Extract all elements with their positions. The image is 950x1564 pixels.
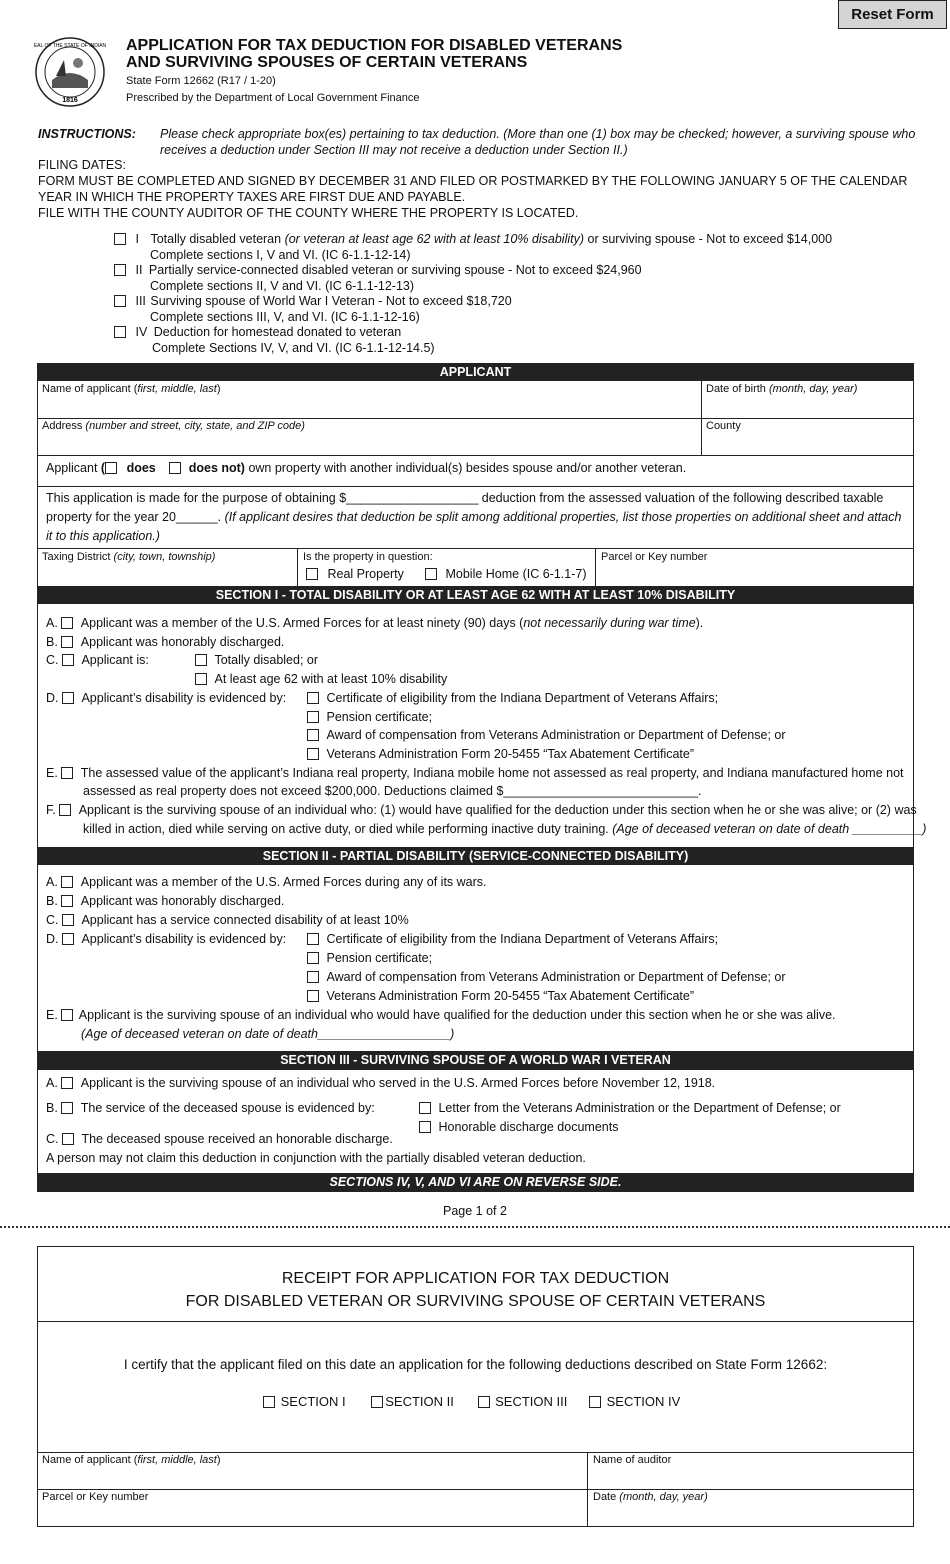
s3-b1-checkbox[interactable] [419, 1102, 431, 1114]
purpose-line-3: it to this application.) [46, 529, 160, 543]
property-question: Is the property in question: [303, 551, 433, 563]
receipt-applicant-name-field[interactable]: Name of applicant (first, middle, last) [42, 1454, 221, 1466]
s3-b-option-2: Honorable discharge documents [419, 1120, 618, 1134]
s3-b-option-1: Letter from the Veterans Administration or the Department of Defense; or [419, 1101, 841, 1115]
does-not-checkbox[interactable] [169, 462, 181, 474]
s1-d-option-1: Certificate of eligibility from the Indiana Department of Veterans Affairs; [307, 691, 718, 705]
instructions-text-2: receives a deduction under Section III may not receive a deduction under Section II.) [160, 143, 628, 157]
county-field[interactable]: County [706, 420, 741, 432]
deduction-option-2: II Partially service-connected disabled veteran or surviving spouse - Not to exceed $24,960 [114, 263, 642, 277]
mobile-home-checkbox[interactable] [425, 568, 437, 580]
purpose-line-2: property for the year 20______. (If applicant desires that deduction be split among additional properties, list those properties on additional sheet and attach [46, 510, 902, 524]
s1-c-checkbox[interactable] [62, 654, 74, 666]
title-line-1: APPLICATION FOR TAX DEDUCTION FOR DISABLED VETERANS [126, 37, 623, 54]
instructions-label: INSTRUCTIONS: [38, 127, 136, 141]
deduction-ii-checkbox[interactable] [114, 264, 126, 276]
section-1-item-e: E. The assessed value of the applicant’s Indiana real property, Indiana mobile home not assessed as real property, and Indiana manufactured home not [46, 766, 904, 780]
s3-c-checkbox[interactable] [62, 1133, 74, 1145]
s1-b-checkbox[interactable] [61, 636, 73, 648]
deduction-option-4: IV Deduction for homestead donated to veteran [114, 325, 401, 339]
section-1-item-f-line-2: killed in action, died while serving on active duty, or died while performing inactive duty training. (Age of deceased veteran on date of death __________) [83, 822, 927, 836]
section-3-item-b: B. The service of the deceased spouse is evidenced by: [46, 1101, 375, 1115]
section-3-item-c: C. The deceased spouse received an honorable discharge. [46, 1132, 393, 1146]
ownership-row: Applicant ( does does not) own property with another individual(s) besides spouse and/or another veteran. [46, 461, 687, 475]
s1-d-checkbox[interactable] [62, 692, 74, 704]
s1-d2-checkbox[interactable] [307, 711, 319, 723]
s1-e-checkbox[interactable] [61, 767, 73, 779]
applicant-name-field[interactable]: Name of applicant (first, middle, last) [42, 383, 221, 395]
deduction-option-1: I Totally disabled veteran (or veteran at least age 62 with at least 10% disability) or surviving spouse - Not to exceed $14,000 [114, 232, 832, 246]
s1-f-checkbox[interactable] [59, 804, 71, 816]
address-field[interactable]: Address (number and street, city, state, and ZIP code) [42, 420, 305, 432]
filing-line-3: FILE WITH THE COUNTY AUDITOR OF THE COUNTY WHERE THE PROPERTY IS LOCATED. [38, 206, 579, 220]
s2-d-option-4: Veterans Administration Form 20-5455 “Tax Abatement Certificate” [307, 989, 694, 1003]
date-of-birth-field[interactable]: Date of birth (month, day, year) [706, 383, 858, 395]
s1-d-option-4: Veterans Administration Form 20-5455 “Tax Abatement Certificate” [307, 747, 694, 761]
deduction-option-2-sub: Complete sections II, V and VI. (IC 6-1.1-12-13) [150, 279, 415, 293]
receipt-date-field[interactable]: Date (month, day, year) [593, 1491, 708, 1503]
section-3-note: A person may not claim this deduction in conjunction with the partially disabled veteran deduction. [46, 1151, 586, 1165]
filing-line-2: YEAR IN WHICH THE PROPERTY TAXES ARE FIRST DUE AND PAYABLE. [38, 190, 466, 204]
filing-line-1: FORM MUST BE COMPLETED AND SIGNED BY DECEMBER 31 AND FILED OR POSTMARKED BY THE FOLLOWING JANUARY 5 OF THE CALENDAR [38, 174, 908, 188]
s2-d-checkbox[interactable] [62, 933, 74, 945]
receipt-section-ii-checkbox[interactable] [371, 1396, 383, 1408]
deduction-iii-checkbox[interactable] [114, 295, 126, 307]
s2-b-checkbox[interactable] [61, 895, 73, 907]
real-property-option: Real Property [306, 567, 404, 581]
deduction-iv-checkbox[interactable] [114, 326, 126, 338]
s1-d1-checkbox[interactable] [307, 692, 319, 704]
receipt-parcel-number-field[interactable]: Parcel or Key number [42, 1491, 149, 1503]
form-title [126, 37, 622, 71]
s2-e-checkbox[interactable] [61, 1009, 73, 1021]
s2-a-checkbox[interactable] [61, 876, 73, 888]
s1-d-option-2: Pension certificate; [307, 710, 432, 724]
s3-b-checkbox[interactable] [61, 1102, 73, 1114]
section-1-item-c: C. Applicant is: [46, 653, 149, 667]
receipt-certify-text: I certify that the applicant filed on this date an application for the following deductions described on State Form 12662: [123, 1357, 828, 1372]
section-3-item-a: A. Applicant is the surviving spouse of an individual who served in the U.S. Armed Forces before November 12, 1918. [46, 1076, 716, 1090]
section-1-item-b: B. Applicant was honorably discharged. [46, 635, 285, 649]
filing-dates-title: FILING DATES: [38, 158, 126, 172]
s1-c2-checkbox[interactable] [195, 673, 207, 685]
svg-text:SEAL OF THE STATE OF INDIANA: SEAL OF THE STATE OF INDIANA [34, 43, 106, 49]
reset-form-button[interactable]: Reset Form [838, 0, 947, 29]
section-2-item-c: C. Applicant has a service connected disability of at least 10% [46, 913, 409, 927]
s1-d-option-3: Award of compensation from Veterans Administration or Department of Defense; or [307, 728, 786, 742]
deduction-option-3: III Surviving spouse of World War I Veteran - Not to exceed $18,720 [114, 294, 512, 308]
indiana-state-seal [34, 36, 106, 108]
receipt-section-i-checkbox[interactable] [263, 1396, 275, 1408]
section-1-item-f: F. Applicant is the surviving spouse of an individual who: (1) would have qualified for the deduction under this section when he or she was alive; or (2) was [46, 803, 917, 817]
deduction-option-1-sub: Complete sections I, V and VI. (IC 6-1.1-12-14) [150, 248, 411, 262]
section-1-item-a: A. Applicant was a member of the U.S. Armed Forces for at least ninety (90) days (not necessarily during war time). [46, 616, 704, 630]
s1-d4-checkbox[interactable] [307, 748, 319, 760]
s3-a-checkbox[interactable] [61, 1077, 73, 1089]
taxing-district-field[interactable]: Taxing District (city, town, township) [42, 551, 216, 563]
does-checkbox[interactable] [105, 462, 117, 474]
section-2-item-e: E. Applicant is the surviving spouse of an individual who would have qualified for the deduction under this section when he or she was alive. [46, 1008, 836, 1022]
s2-d4-checkbox[interactable] [307, 990, 319, 1002]
tear-off-line [0, 1226, 950, 1228]
s2-d-option-2: Pension certificate; [307, 951, 432, 965]
s1-d3-checkbox[interactable] [307, 729, 319, 741]
form-number: State Form 12662 (R17 / 1-20) [126, 75, 276, 87]
section-1-header: SECTION I - TOTAL DISABILITY OR AT LEAST AGE 62 WITH AT LEAST 10% DISABILITY [37, 586, 914, 604]
receipt-section-iii-checkbox[interactable] [478, 1396, 490, 1408]
s1-c-option-2: At least age 62 with at least 10% disability [195, 672, 447, 686]
s2-d-option-3: Award of compensation from Veterans Administration or Department of Defense; or [307, 970, 786, 984]
section-2-item-a: A. Applicant was a member of the U.S. Armed Forces during any of its wars. [46, 875, 487, 889]
receipt-auditor-name-field[interactable]: Name of auditor [593, 1454, 672, 1466]
real-property-checkbox[interactable] [306, 568, 318, 580]
s2-d1-checkbox[interactable] [307, 933, 319, 945]
s2-d2-checkbox[interactable] [307, 952, 319, 964]
receipt-section-iv-checkbox[interactable] [589, 1396, 601, 1408]
s1-a-checkbox[interactable] [61, 617, 73, 629]
receipt-sections: SECTION I SECTION II SECTION III SECTION IV [263, 1394, 680, 1409]
s2-c-checkbox[interactable] [62, 914, 74, 926]
section-3-header: SECTION III - SURVIVING SPOUSE OF A WORLD WAR I VETERAN [37, 1051, 914, 1070]
purpose-line-1: This application is made for the purpose of obtaining $___________________ deduction from the assessed valuation of the following described taxable [46, 491, 884, 505]
section-2-item-b: B. Applicant was honorably discharged. [46, 894, 285, 908]
s3-b2-checkbox[interactable] [419, 1121, 431, 1133]
deduction-option-4-sub: Complete Sections IV, V, and VI. (IC 6-1.1-12-14.5) [152, 341, 435, 355]
applicant-header: APPLICANT [37, 363, 914, 381]
section-2-item-d: D. Applicant’s disability is evidenced by: [46, 932, 287, 946]
s1-c-option-1: Totally disabled; or [195, 653, 318, 667]
title-line-2: AND SURVIVING SPOUSES OF CERTAIN VETERANS [126, 54, 528, 71]
s2-d-option-1: Certificate of eligibility from the Indiana Department of Veterans Affairs; [307, 932, 718, 946]
deduction-i-checkbox[interactable] [114, 233, 126, 245]
section-1-item-e-line-2: assessed as real property does not exceed $200,000. Deductions claimed $____________________________. [83, 784, 702, 798]
instructions-text-1: Please check appropriate box(es) pertaining to tax deduction. (More than one (1) box may be checked; however, a surviving spouse who [160, 127, 916, 141]
deduction-option-3-sub: Complete sections III, V, and VI. (IC 6-1.1-12-16) [150, 310, 420, 324]
reverse-side-note: SECTIONS IV, V, AND VI ARE ON REVERSE SIDE. [37, 1173, 914, 1192]
s2-d3-checkbox[interactable] [307, 971, 319, 983]
s1-c1-checkbox[interactable] [195, 654, 207, 666]
parcel-number-field[interactable]: Parcel or Key number [601, 551, 708, 563]
mobile-home-option: Mobile Home (IC 6-1.1-7) [425, 567, 587, 581]
section-2-item-e-line-2: (Age of deceased veteran on date of death___________________) [81, 1027, 455, 1041]
svg-text:1816: 1816 [62, 97, 78, 104]
receipt-title: RECEIPT FOR APPLICATION FOR TAX DEDUCTION FOR DISABLED VETERAN OR SURVIVING SPOUSE OF CERTAIN VETERANS [185, 1270, 766, 1310]
section-2-header: SECTION II - PARTIAL DISABILITY (SERVICE-CONNECTED DISABILITY) [37, 847, 914, 865]
page-number: Page 1 of 2 [443, 1204, 507, 1218]
section-1-item-d: D. Applicant’s disability is evidenced by: [46, 691, 287, 705]
prescribed-by: Prescribed by the Department of Local Government Finance [126, 92, 420, 104]
